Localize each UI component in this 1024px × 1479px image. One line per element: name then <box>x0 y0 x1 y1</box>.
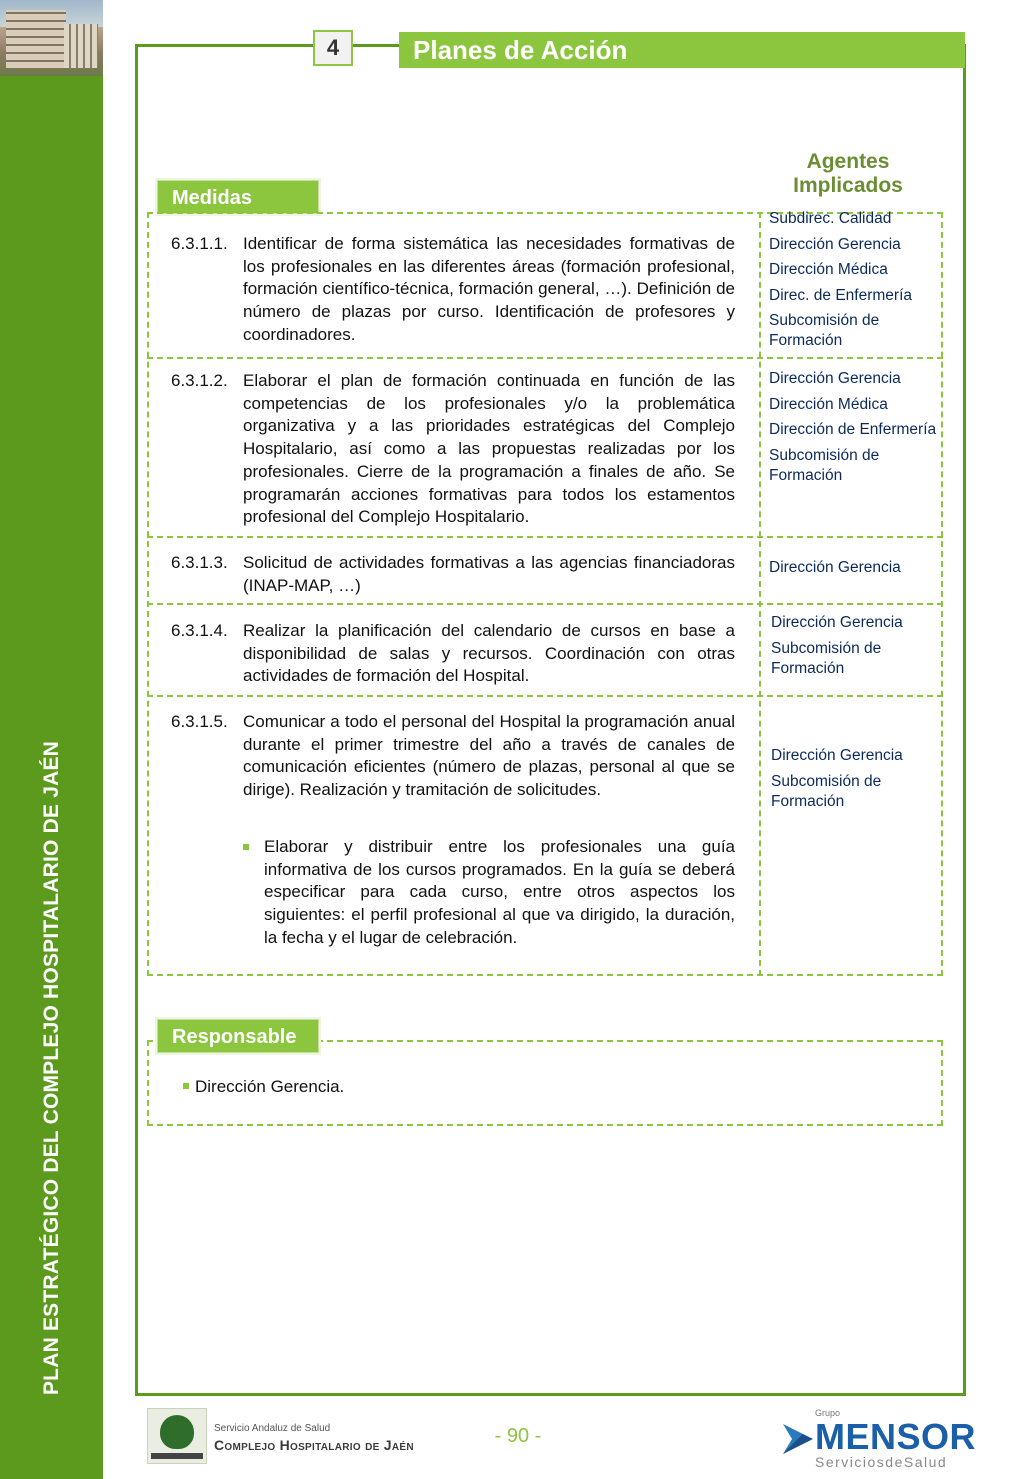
hospital-photo <box>0 0 103 76</box>
mensor-logo <box>783 1408 977 1472</box>
measure-number: 6.3.1.3. <box>171 553 228 572</box>
responsable-item <box>183 1076 344 1098</box>
agent-item: Subcomisión de Formación <box>769 446 880 484</box>
complejo-text: Complejo Hospitalario de Jaén <box>214 1437 414 1453</box>
agent-item: Dirección Médica <box>769 395 888 413</box>
agent-item: Dirección Gerencia <box>771 747 903 764</box>
agent-item: Dirección Gerencia <box>769 559 901 576</box>
document-title: PLAN ESTRATÉGICO DEL COMPLEJO HOSPITALARIO DE JAÉN <box>40 740 63 1396</box>
row-divider <box>147 357 943 359</box>
medidas-tab: Medidas <box>157 180 319 214</box>
agent-item: Subdirec. Calidad <box>769 210 892 227</box>
sas-text: Servicio Andaluz de Salud <box>214 1423 331 1434</box>
measure-text: Realizar la planificación del calendario de cursos en base a disponibilidad de salas y recursos. Coordinación con otras actividades de formación del Hospital. <box>243 621 735 686</box>
agents-list <box>771 746 943 817</box>
mensor-name: MENSOR <box>815 1416 977 1457</box>
row-divider <box>147 695 943 697</box>
agent-item: Direc. de Enfermería <box>769 286 912 304</box>
agent-item: Subcomisión de Formación <box>771 772 882 810</box>
measure-number: 6.3.1.2. <box>171 371 228 390</box>
bullet-text: Elaborar y distribuir entre los profesionales una guía informativa de los cursos programados. En la guía se deberá especificar para cada curso, entre otros aspectos los siguientes: el perfil profesional al que va dirigido, la duración, la fecha y el lugar de celebración. <box>264 837 735 947</box>
agents-list <box>771 613 943 684</box>
measure-item <box>171 711 735 802</box>
agents-list <box>769 558 941 584</box>
section-title: Planes de Acción <box>399 32 965 68</box>
row-divider <box>147 603 943 605</box>
mensor-grupo: Grupo <box>815 1408 841 1418</box>
measure-item <box>171 620 735 688</box>
measure-text: Elaborar el plan de formación continuada en función de las competencias de los profesionales y/o la problemática organizativa y a las prioridades estratégicas del Complejo Hospitalario, así como a las propuestas realizadas por los profesionales. Cierre de la programación a finales de año. Se programarán acciones formativas para todos los estamentos profesional del Complejo Hospitalario. <box>243 371 735 527</box>
measure-item <box>171 370 735 529</box>
mensor-arrow-icon <box>783 1424 813 1454</box>
responsable-tab: Responsable <box>157 1019 319 1053</box>
row-divider <box>147 536 943 538</box>
responsable-text: Dirección Gerencia. <box>195 1077 345 1096</box>
measure-text: Identificar de forma sistemática las necesidades formativas de los profesionales en las diferentes áreas (formación profesional, formación científico-técnica, formación general, …). Definición de número de plazas por curso. Identificación de profesores y coordinadores. <box>243 234 735 344</box>
measure-number: 6.3.1.5. <box>171 712 228 731</box>
agents-list <box>769 369 941 491</box>
measure-bullet <box>243 836 735 950</box>
bullet-icon <box>243 844 249 850</box>
measure-text: Solicitud de actividades formativas a las agencias financiadoras (INAP-MAP, …) <box>243 553 735 595</box>
measure-text: Comunicar a todo el personal del Hospital la programación anual durante el primer trimestre del año a través de canales de comunicación eficientes (número de plazas, personal al que se dirige). Realización y tramitación de solicitudes. <box>243 712 735 800</box>
agent-item: Dirección Médica <box>769 261 888 278</box>
page-number: - 90 - <box>494 1425 542 1447</box>
measure-number: 6.3.1.4. <box>171 621 228 640</box>
agent-item: Subcomisión de Formación <box>769 312 880 349</box>
agent-item: Subcomisión de Formación <box>771 639 882 677</box>
agent-item: Dirección de Enfermería <box>769 421 937 438</box>
mensor-subtitle: ServiciosdeSalud <box>815 1454 948 1470</box>
agent-item: Dirección Gerencia <box>769 370 901 387</box>
sidebar <box>0 0 103 1479</box>
agent-item: Dirección Gerencia <box>771 614 903 631</box>
junta-andalucia-logo <box>147 1408 207 1464</box>
column-divider <box>759 212 761 976</box>
measure-number: 6.3.1.1. <box>171 234 228 253</box>
measure-item <box>171 233 735 347</box>
agent-item: Dirección Gerencia <box>769 235 901 253</box>
bullet-icon <box>183 1083 189 1089</box>
measure-item <box>171 552 735 597</box>
agentes-heading: Agentes Implicados <box>793 150 903 197</box>
chapter-number: 4 <box>313 30 353 66</box>
agents-list <box>769 209 941 357</box>
